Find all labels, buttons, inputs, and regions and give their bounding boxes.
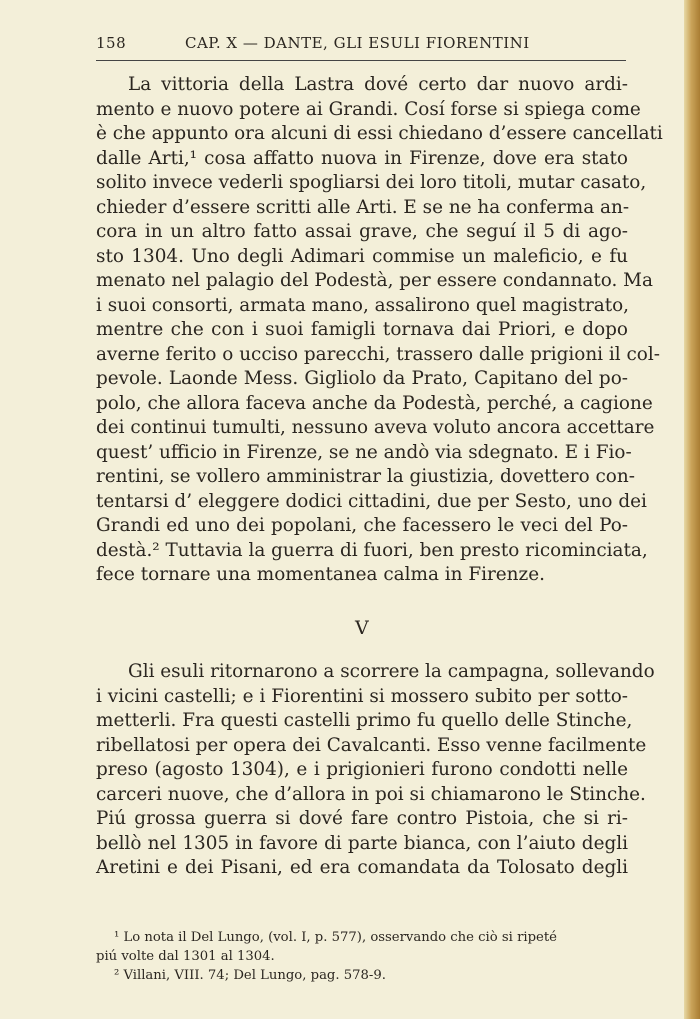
text-line: destà.² Tuttavia la guerra di fuori, ben presto ricominciata, — [96, 539, 648, 561]
footnote-2: ² Villani, VIII. 74; Del Lungo, pag. 578-9. — [114, 968, 386, 983]
text-line: solito invece vederli spogliarsi dei loro titoli, mutar casato, — [96, 172, 647, 193]
text-line: mento e nuovo potere ai Grandi. Cosí forse si spiega come — [96, 98, 641, 120]
text-line: metterli. Fra questi castelli primo fu quello delle Stinche, — [96, 710, 633, 731]
paragraph-1 — [96, 73, 663, 588]
text-line: Aretini e dei Pisani, ed era comandata da Tolosato degli — [96, 857, 628, 878]
text-line: dei continui tumulti, nessuno aveva voluto ancora accettare — [96, 417, 655, 438]
text-line: quest’ ufficio in Firenze, se ne andò via sdegnato. E i Fio- — [96, 441, 632, 463]
text-line: polo, che allora faceva anche da Podestà, perché, a cagione — [96, 392, 653, 414]
text-line: Gli esuli ritornarono a scorrere la campagna, sollevando — [128, 661, 655, 682]
footnotes — [96, 928, 644, 985]
text-line: pevole. Laonde Mess. Gigliolo da Prato, Capitano del po- — [96, 368, 628, 389]
text-line: dalle Arti,¹ cosa affatto nuova in Firenze, dove era stato — [96, 147, 628, 169]
footnote-1: ¹ Lo nota il Del Lungo, (vol. I, p. 577), osservando che ciò si ripeté — [114, 930, 557, 945]
page-edge — [684, 0, 700, 1019]
text-line: bellò nel 1305 in favore di parte bianca, con l’aiuto degli — [96, 832, 628, 854]
text-line: tentarsi d’ eleggere dodici cittadini, due per Sesto, uno dei — [96, 490, 647, 512]
text-line: cora in un altro fatto assai grave, che seguí il 5 di ago- — [96, 221, 628, 242]
text-line: carceri nuove, che d’allora in poi si chiamarono le Stinche. — [96, 783, 646, 805]
text-line: è che appunto ora alcuni di essi chiedano d’essere cancellati — [96, 123, 663, 144]
text-line: fece tornare una momentanea calma in Firenze. — [96, 564, 545, 585]
footnote-1-continued: piú volte dal 1301 al 1304. — [96, 949, 275, 964]
page-number: 158 — [96, 34, 127, 52]
text-line: Grandi ed uno dei popolani, che facessero le veci del Po- — [96, 515, 628, 536]
text-line: sto 1304. Uno degli Adimari commise un maleficio, e fu — [96, 245, 628, 267]
text-line: averne ferito o ucciso parecchi, trassero dalle prigioni il col- — [96, 343, 660, 365]
text-line: Piú grossa guerra si dové fare contro Pistoia, che si ri- — [96, 808, 628, 829]
text-line: rentini, se vollero amministrar la giustizia, dovettero con- — [96, 466, 635, 487]
paragraph-2 — [96, 660, 655, 881]
text-line: i vicini castelli; e i Fiorentini si mossero subito per sotto- — [96, 685, 628, 707]
section-number: V — [355, 617, 369, 639]
header-rule — [96, 60, 626, 61]
text-line: i suoi consorti, armata mano, assalirono quel magistrato, — [96, 294, 630, 316]
running-title: CAP. X — DANTE, GLI ESULI FIORENTINI — [185, 34, 530, 52]
text-line: menato nel palagio del Podestà, per essere condannato. Ma — [96, 270, 653, 291]
text-line: ribellatosi per opera dei Cavalcanti. Esso venne facilmente — [96, 734, 647, 756]
text-line: preso (agosto 1304), e i prigionieri furono condotti nelle — [96, 759, 628, 780]
text-line: La vittoria della Lastra dové certo dar nuovo ardi- — [128, 74, 628, 95]
text-line: mentre che con i suoi famigli tornava dai Priori, e dopo — [96, 319, 628, 340]
text-line: chieder d’essere scritti alle Arti. E se ne ha conferma an- — [96, 196, 630, 218]
